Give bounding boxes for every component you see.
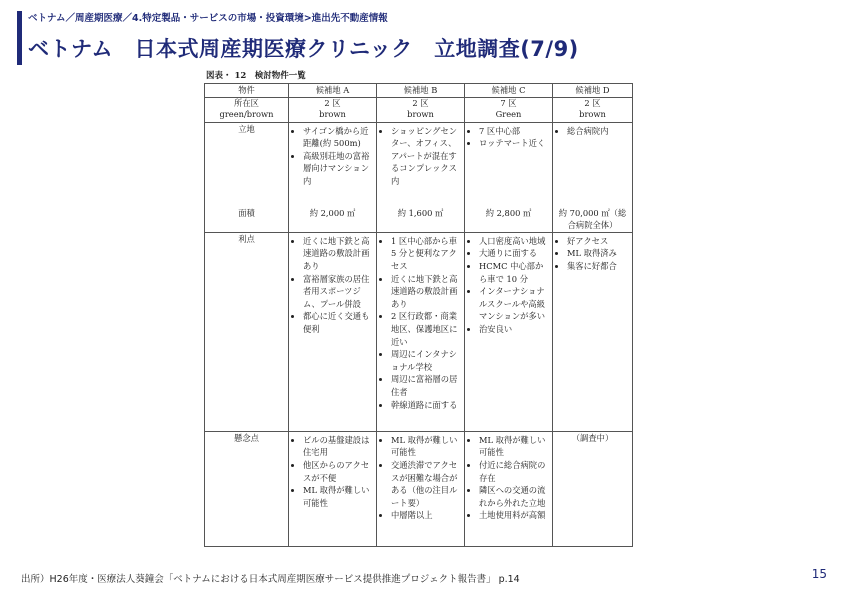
list-item: • 高級別荘地の富裕層向けマンション内 xyxy=(303,150,373,188)
district-cell xyxy=(553,97,633,122)
table-row-advantages xyxy=(205,232,633,431)
district-label-cell xyxy=(205,97,289,122)
table-row-district xyxy=(205,97,633,122)
row-label: 立地 xyxy=(205,122,289,207)
page-title: ベトナム 日本式周産期医療クリニック 立地調査(7/9) xyxy=(28,37,579,61)
advantages-cell-d xyxy=(553,232,633,431)
district-cell xyxy=(377,97,465,122)
row-label: 面積 xyxy=(205,207,289,233)
list-item: • 他区からのアクセスが不便 xyxy=(303,459,373,484)
list-item: • 2 区行政都・商業地区、保護地区に近い xyxy=(391,310,461,348)
area-cell-d: 約 70,000 ㎡（総合病院全体） xyxy=(553,207,633,233)
list-item: • 総合病院内 xyxy=(567,125,629,138)
zone-value: brown xyxy=(319,108,346,119)
location-cell-b xyxy=(377,122,465,207)
header-cell: 物件 xyxy=(205,84,289,98)
district-cell xyxy=(465,97,553,122)
concerns-cell-a xyxy=(289,431,377,546)
list-item: • 治安良い xyxy=(479,323,549,336)
header-cell: 候補地 D xyxy=(553,84,633,98)
list-item: • 周辺に富裕層の居住者 xyxy=(391,373,461,398)
source-citation: 出所）H26年度・医療法人葵鐘会「ベトナムにおける日本式周産期医療サービス提供推進プロジェクト報告書」 p.14 xyxy=(21,574,520,585)
district-value: 2 区 xyxy=(324,97,341,108)
district-value: 2 区 xyxy=(584,97,601,108)
concerns-cell-b xyxy=(377,431,465,546)
area-cell-a: 約 2,000 ㎡ xyxy=(289,207,377,233)
figure-caption: 図表・ 12 検討物件一覧 xyxy=(206,71,306,81)
district-value: 7 区 xyxy=(500,97,517,108)
concerns-cell-d: （調査中） xyxy=(553,431,633,546)
list-item: • 人口密度高い地域 xyxy=(479,235,549,248)
table-header-row xyxy=(205,84,633,98)
zone-value: Green xyxy=(495,108,522,119)
row-label: 利点 xyxy=(205,232,289,431)
list-item: • 交通渋滞でアクセスが困難な場合がある（他の注目ルート要） xyxy=(391,459,461,509)
header-cell: 候補地 B xyxy=(377,84,465,98)
district-label: 所在区 xyxy=(234,97,259,108)
list-item: • 周辺にインタナショナル学校 xyxy=(391,348,461,373)
location-cell-c xyxy=(465,122,553,207)
list-item: • 大通りに面する xyxy=(479,247,549,260)
area-cell-b: 約 1,600 ㎡ xyxy=(377,207,465,233)
list-item: • 好アクセス xyxy=(567,235,629,248)
location-cell-d xyxy=(553,122,633,207)
list-item: • ビルの基盤建設は住宅用 xyxy=(303,434,373,459)
area-cell-c: 約 2,800 ㎡ xyxy=(465,207,553,233)
zone-label: green/brown xyxy=(219,108,274,119)
table-row-concerns xyxy=(205,431,633,546)
list-item: • 近くに地下鉄と高速道路の敷設計画あり xyxy=(303,235,373,273)
advantages-cell-c xyxy=(465,232,553,431)
list-item: • ML 取得が難しい可能性 xyxy=(479,434,549,459)
list-item: • 隣区への交通の流れから外れた立地 xyxy=(479,484,549,509)
list-item: • 幹線道路に面する xyxy=(391,399,461,412)
list-item: • 集客に好都合 xyxy=(567,260,629,273)
list-item: • ショッピングセンター、オフィス、アパートが混在するコンプレックス内 xyxy=(391,125,461,188)
list-item: • サイゴン橋から近距離(約 500m) xyxy=(303,125,373,150)
header-cell: 候補地 C xyxy=(465,84,553,98)
list-item: • 富裕層家族の居住者用スポーツジム、プール併設 xyxy=(303,273,373,311)
list-item: • 7 区中心部 xyxy=(479,125,549,138)
district-cell xyxy=(289,97,377,122)
table-row-area xyxy=(205,207,633,233)
scanned-table-figure xyxy=(200,69,636,559)
row-label: 懸念点 xyxy=(205,431,289,546)
list-item: • 付近に総合病院の存在 xyxy=(479,459,549,484)
concerns-cell-c xyxy=(465,431,553,546)
header-cell: 候補地 A xyxy=(289,84,377,98)
list-item: • 1 区中心部から車 5 分と便利なアクセス xyxy=(391,235,461,273)
title-accent-bar xyxy=(17,11,22,65)
advantages-cell-b xyxy=(377,232,465,431)
district-value: 2 区 xyxy=(412,97,429,108)
list-item: • ML 取得済み xyxy=(567,247,629,260)
list-item: • ML 取得が難しい可能性 xyxy=(303,484,373,509)
breadcrumb: ベトナム／周産期医療／4.特定製品・サービスの市場・投資環境>進出先不動産情報 xyxy=(28,13,388,24)
list-item: • ロッテマート近く xyxy=(479,137,549,150)
table-row-location xyxy=(205,122,633,207)
candidate-sites-table xyxy=(204,83,633,547)
list-item: • 近くに地下鉄と高速道路の敷設計画あり xyxy=(391,273,461,311)
page-number: 15 xyxy=(811,567,827,581)
advantages-cell-a xyxy=(289,232,377,431)
list-item: • 中層階以上 xyxy=(391,509,461,522)
zone-value: brown xyxy=(579,108,606,119)
list-item: • 土地使用料が高額 xyxy=(479,509,549,522)
location-cell-a xyxy=(289,122,377,207)
zone-value: brown xyxy=(407,108,434,119)
list-item: • HCMC 中心部から車で 10 分 xyxy=(479,260,549,285)
list-item: • 都心に近く交通も便利 xyxy=(303,310,373,335)
list-item: • インターナショナルスクールや高級マンションが多い xyxy=(479,285,549,323)
list-item: • ML 取得が難しい可能性 xyxy=(391,434,461,459)
